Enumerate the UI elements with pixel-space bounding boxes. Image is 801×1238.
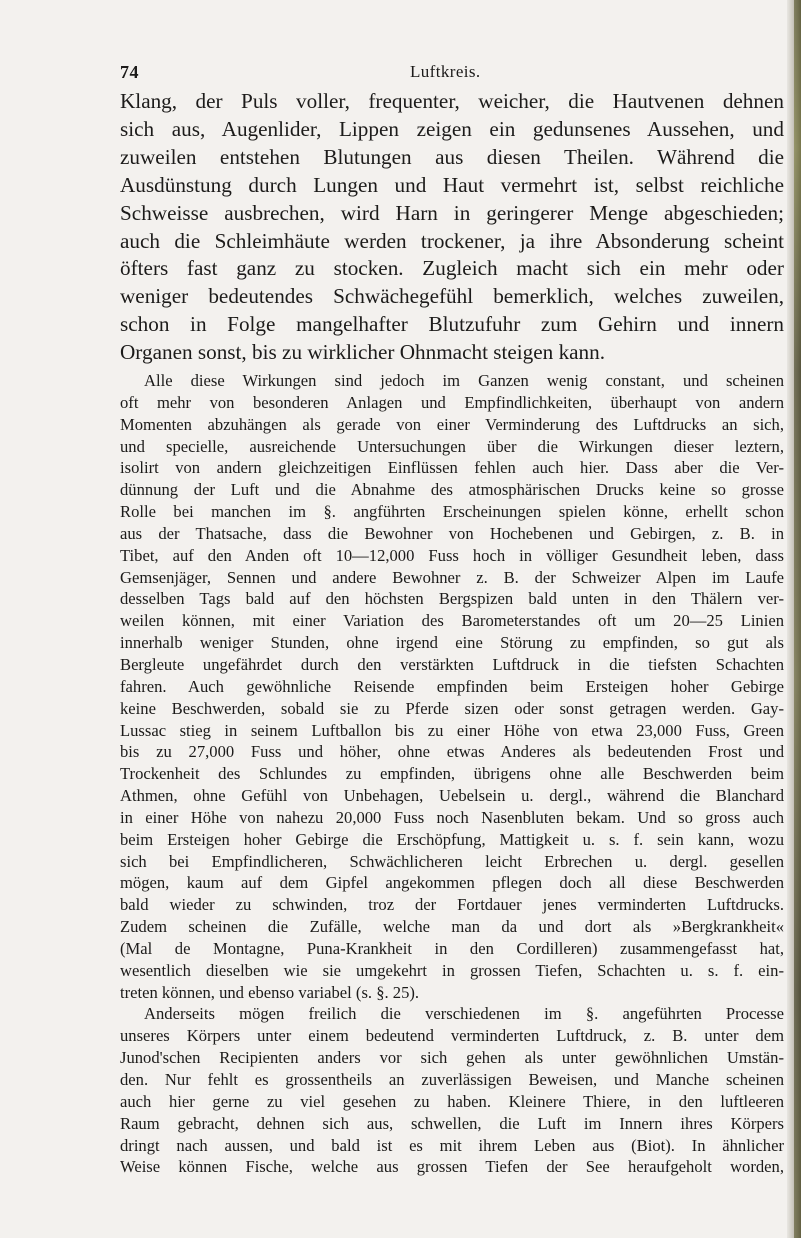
text-line: bald wieder zu schwinden, troz der Fortdauer jenes verminderten Luftdrucks. bbox=[120, 895, 784, 915]
text-line: sich aus, Augenlider, Lippen zeigen ein gedunsenes Aussehen, und bbox=[120, 116, 784, 141]
text-line: Tibet, auf den Anden oft 10—12,000 Fuss hoch in völliger Gesundheit leben, dass bbox=[120, 545, 784, 565]
text-line: innerhalb weniger Stunden, ohne irgend eine Störung zu empfinden, so gut als bbox=[120, 633, 784, 653]
text-line: auch hier gerne zu viel gesehen zu haben. Kleinere Thiere, in den luftleeren bbox=[120, 1091, 784, 1111]
text-line: Gemsenjäger, Sennen und andere Bewohner z. B. der Schweizer Alpen im Laufe bbox=[120, 567, 784, 587]
text-line: mögen, kaum auf dem Gipfel angekommen pflegen doch all diese Beschwerden bbox=[120, 873, 784, 893]
text-line: desselben Tags bald auf den höchsten Bergspizen bald unten in den Thälern ver- bbox=[120, 589, 784, 609]
main-paragraph bbox=[120, 88, 784, 367]
text-line: öfters fast ganz zu stocken. Zugleich macht sich ein mehr oder bbox=[120, 256, 784, 281]
page-number: 74 bbox=[120, 62, 139, 82]
text-line: aus der Thatsache, dass die Bewohner von Hochebenen und Gebirgen, z. B. in bbox=[120, 523, 784, 543]
text-line: fahren. Auch gewöhnliche Reisende empfinden beim Ersteigen hoher Gebirge bbox=[120, 676, 784, 696]
text-line: Schweisse ausbrechen, wird Harn in geringerer Menge abgeschieden; bbox=[120, 200, 784, 225]
text-line: Junod'schen Recipienten anders vor sich gehen als unter gewöhnlichen Umstän- bbox=[120, 1048, 784, 1068]
text-line: dünnung der Luft und die Abnahme des atmosphärischen Drucks keine so grosse bbox=[120, 480, 784, 500]
text-line: wesentlich dieselben wie sie umgekehrt in grossen Tiefen, Schachten u. s. f. ein- bbox=[120, 960, 784, 980]
text-line: Anderseits mögen freilich die verschiedenen im §. angeführten Processe bbox=[144, 1004, 784, 1024]
text-line: Ausdünstung durch Lungen und Haut vermehrt ist, selbst reichliche bbox=[120, 172, 784, 197]
text-line: beim Ersteigen hoher Gebirge die Erschöpfung, Mattigkeit u. s. f. sein kann, wozu bbox=[120, 829, 784, 849]
page-header bbox=[120, 62, 785, 84]
text-line: Lussac stieg in seinem Luftballon bis zu einer Höhe von etwa 23,000 Fuss, Green bbox=[120, 720, 784, 740]
text-line: weilen können, mit einer Variation des Barometerstandes oft um 20—25 Linien bbox=[120, 611, 784, 631]
text-line: auch die Schleimhäute werden trockener, ja ihre Absonderung scheint bbox=[120, 228, 784, 253]
text-line: (Mal de Montagne, Puna-Krankheit in den Cordilleren) zusammengefasst hat, bbox=[120, 938, 784, 958]
text-line: Weise können Fische, welche aus grossen Tiefen der See heraufgeholt worden, bbox=[120, 1157, 784, 1177]
text-line: Trockenheit des Schlundes zu empfinden, übrigens ohne alle Beschwerden beim bbox=[120, 764, 784, 784]
note-paragraphs bbox=[120, 370, 784, 1178]
text-line: Klang, der Puls voller, frequenter, weicher, die Hautvenen dehnen bbox=[120, 89, 784, 113]
text-line: den. Nur fehlt es grossentheils an zuverlässigen Beweisen, und Manche scheinen bbox=[120, 1070, 784, 1089]
text-line: zuweilen entstehen Blutungen aus diesen Theilen. Während die bbox=[120, 144, 784, 169]
text-line: schon in Folge mangelhafter Blutzufuhr zum Gehirn und innern bbox=[120, 312, 784, 337]
text-line: dringt nach aussen, und bald ist es mit ihrem Leben aus (Biot). In ähnlicher bbox=[120, 1135, 784, 1155]
text-line: treten können, und ebenso variabel (s. §. 25). bbox=[120, 982, 420, 1002]
text-line: Organen sonst, bis zu wirklicher Ohnmacht steigen kann. bbox=[120, 340, 606, 365]
text-line: bis zu 27,000 Fuss und höher, ohne etwas Anderes als bedeutenden Frost und bbox=[120, 742, 784, 762]
text-line: Rolle bei manchen im §. angführten Erscheinungen spielen könne, erhellt schon bbox=[120, 502, 784, 522]
text-line: in einer Höhe von nahezu 20,000 Fuss noch Nasenbluten bekam. Und so gross auch bbox=[120, 807, 784, 827]
text-line: keine Beschwerden, sobald sie zu Pferde sizen oder sonst getragen werden. Gay- bbox=[120, 698, 784, 718]
text-line: oft mehr von besonderen Anlagen und Empfindlichkeiten, überhaupt von andern bbox=[120, 392, 784, 412]
text-line: Bergleute ungefährdet durch den verstärkten Luftdruck in die tiefsten Schachten bbox=[120, 654, 784, 674]
running-title: Luftkreis. bbox=[410, 62, 481, 81]
text-line: unseres Körpers unter einem bedeutend verminderten Luftdruck, z. B. unter dem bbox=[120, 1026, 784, 1046]
text-line: Raum gebracht, dehnen sich aus, schwellen, die Luft im Innern ihres Körpers bbox=[120, 1113, 784, 1133]
text-line: weniger bedeutendes Schwächegefühl bemerklich, welches zuweilen, bbox=[120, 284, 784, 309]
text-line: isolirt von andern gleichzeitigen Einflüssen fehlen auch hier. Dass aber die Ver- bbox=[120, 458, 784, 478]
text-line: und specielle, ausreichende Untersuchungen über die Wirkungen dieser leztern, bbox=[120, 436, 784, 456]
text-line: Athmen, ohne Gefühl von Unbehagen, Uebelsein u. dergl., während die Blanchard bbox=[120, 786, 784, 806]
text-line: Momenten abzuhängen als gerade von einer Verminderung des Luftdrucks an sich, bbox=[120, 414, 784, 434]
text-line: sich bei Empfindlicheren, Schwächlicheren leicht Erbrechen u. dergl. gesellen bbox=[120, 851, 784, 871]
text-line: Alle diese Wirkungen sind jedoch im Ganzen wenig constant, und scheinen bbox=[144, 371, 784, 390]
text-line: Zudem scheinen die Zufälle, welche man da und dort als »Bergkrankheit« bbox=[120, 917, 784, 937]
book-binding-edge bbox=[794, 0, 801, 1238]
